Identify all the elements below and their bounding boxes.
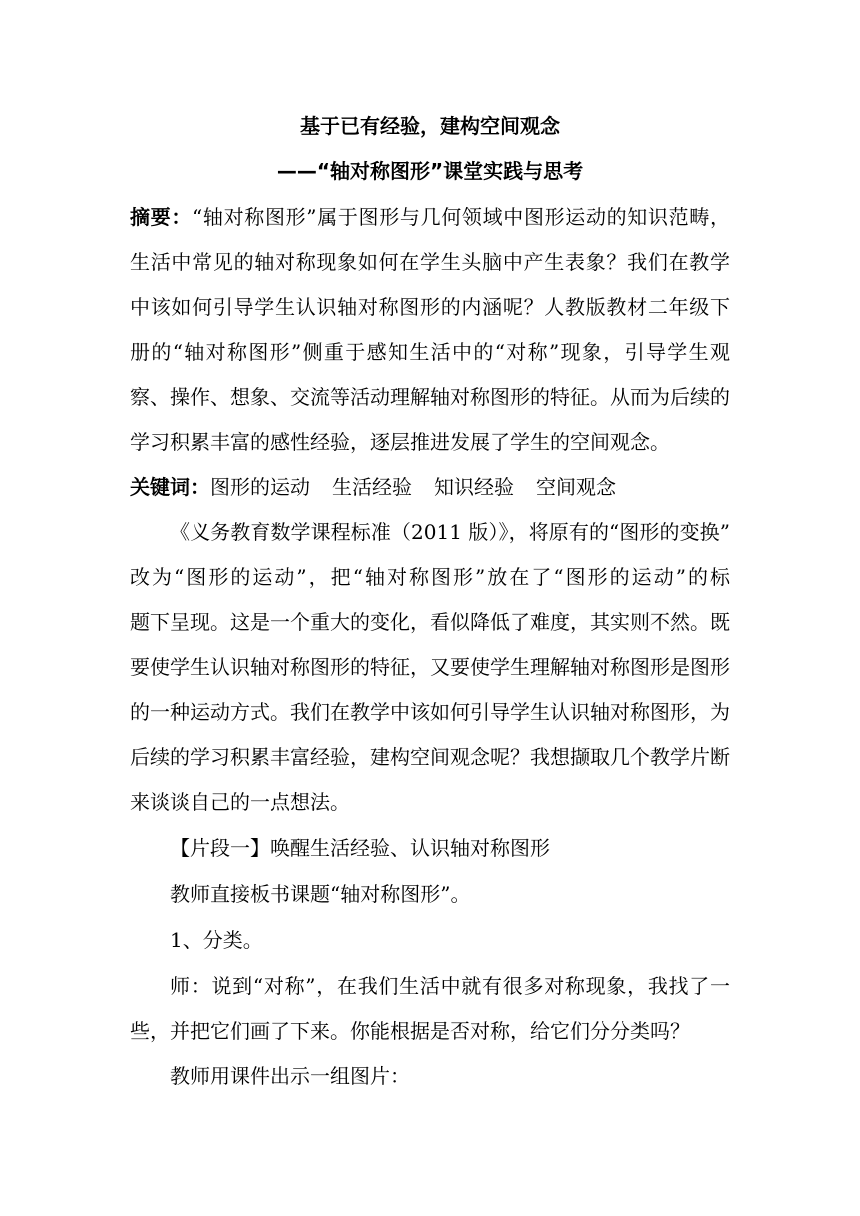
abstract-text: “轴对称图形”属于图形与几何领域中图形运动的知识范畴， xyxy=(192,205,730,229)
segment-paragraph: 教师用课件出示一组图片： xyxy=(170,1064,410,1088)
intro-line-6: 后续的学习积累丰富经验，建构空间观念呢？我想撷取几个教学片断 xyxy=(130,745,730,769)
document-subtitle: ——“轴对称图形”课堂实践与思考 xyxy=(276,159,584,183)
document-title: 基于已有经验，建构空间观念 xyxy=(300,114,560,138)
intro-line-5: 的一种运动方式。我们在教学中该如何引导学生认识轴对称图形，为 xyxy=(130,700,730,724)
keyword-item: 图形的运动 xyxy=(210,475,310,499)
segment-heading: 【片段一】唤醒生活经验、认识轴对称图形 xyxy=(170,836,550,860)
intro-line-7: 来谈谈自己的一点想法。 xyxy=(130,790,350,814)
abstract-line-1 xyxy=(130,204,730,230)
intro-line-4: 要使学生认识轴对称图形的特征，又要使学生理解轴对称图形是图形 xyxy=(130,655,730,679)
intro-line-2: 改为“图形的运动”，把“轴对称图形”放在了“图形的运动”的标 xyxy=(130,565,730,589)
step-heading: 1、分类。 xyxy=(170,928,263,952)
teacher-line-2: 些，并把它们画了下来。你能根据是否对称，给它们分分类吗？ xyxy=(130,1019,690,1043)
keyword-item: 知识经验 xyxy=(434,475,514,499)
abstract-label: 摘要： xyxy=(130,205,193,229)
keyword-item: 生活经验 xyxy=(332,475,412,499)
abstract-line-6: 学习积累丰富的感性经验，逐层推进发展了学生的空间观念。 xyxy=(130,430,670,454)
keyword-item: 空间观念 xyxy=(536,475,616,499)
intro-line-1: 《义务教育数学课程标准（2011 版）》，将原有的“图形的变换” xyxy=(170,520,730,544)
abstract-line-2: 生活中常见的轴对称现象如何在学生头脑中产生表象？我们在教学 xyxy=(130,250,730,274)
keywords-line xyxy=(130,474,730,500)
teacher-line-1: 师：说到“对称”，在我们生活中就有很多对称现象，我找了一 xyxy=(170,974,730,998)
abstract-line-3: 中该如何引导学生认识轴对称图形的内涵呢？人教版教材二年级下 xyxy=(130,295,730,319)
abstract-line-5: 察、操作、想象、交流等活动理解轴对称图形的特征。从而为后续的 xyxy=(130,385,730,409)
keywords-label: 关键词： xyxy=(130,475,210,499)
intro-line-3: 题下呈现。这是一个重大的变化，看似降低了难度，其实则不然。既 xyxy=(130,610,730,634)
abstract-line-4: 册的“轴对称图形”侧重于感知生活中的“对称”现象，引导学生观 xyxy=(130,340,730,364)
segment-paragraph: 教师直接板书课题“轴对称图形”。 xyxy=(170,882,471,906)
